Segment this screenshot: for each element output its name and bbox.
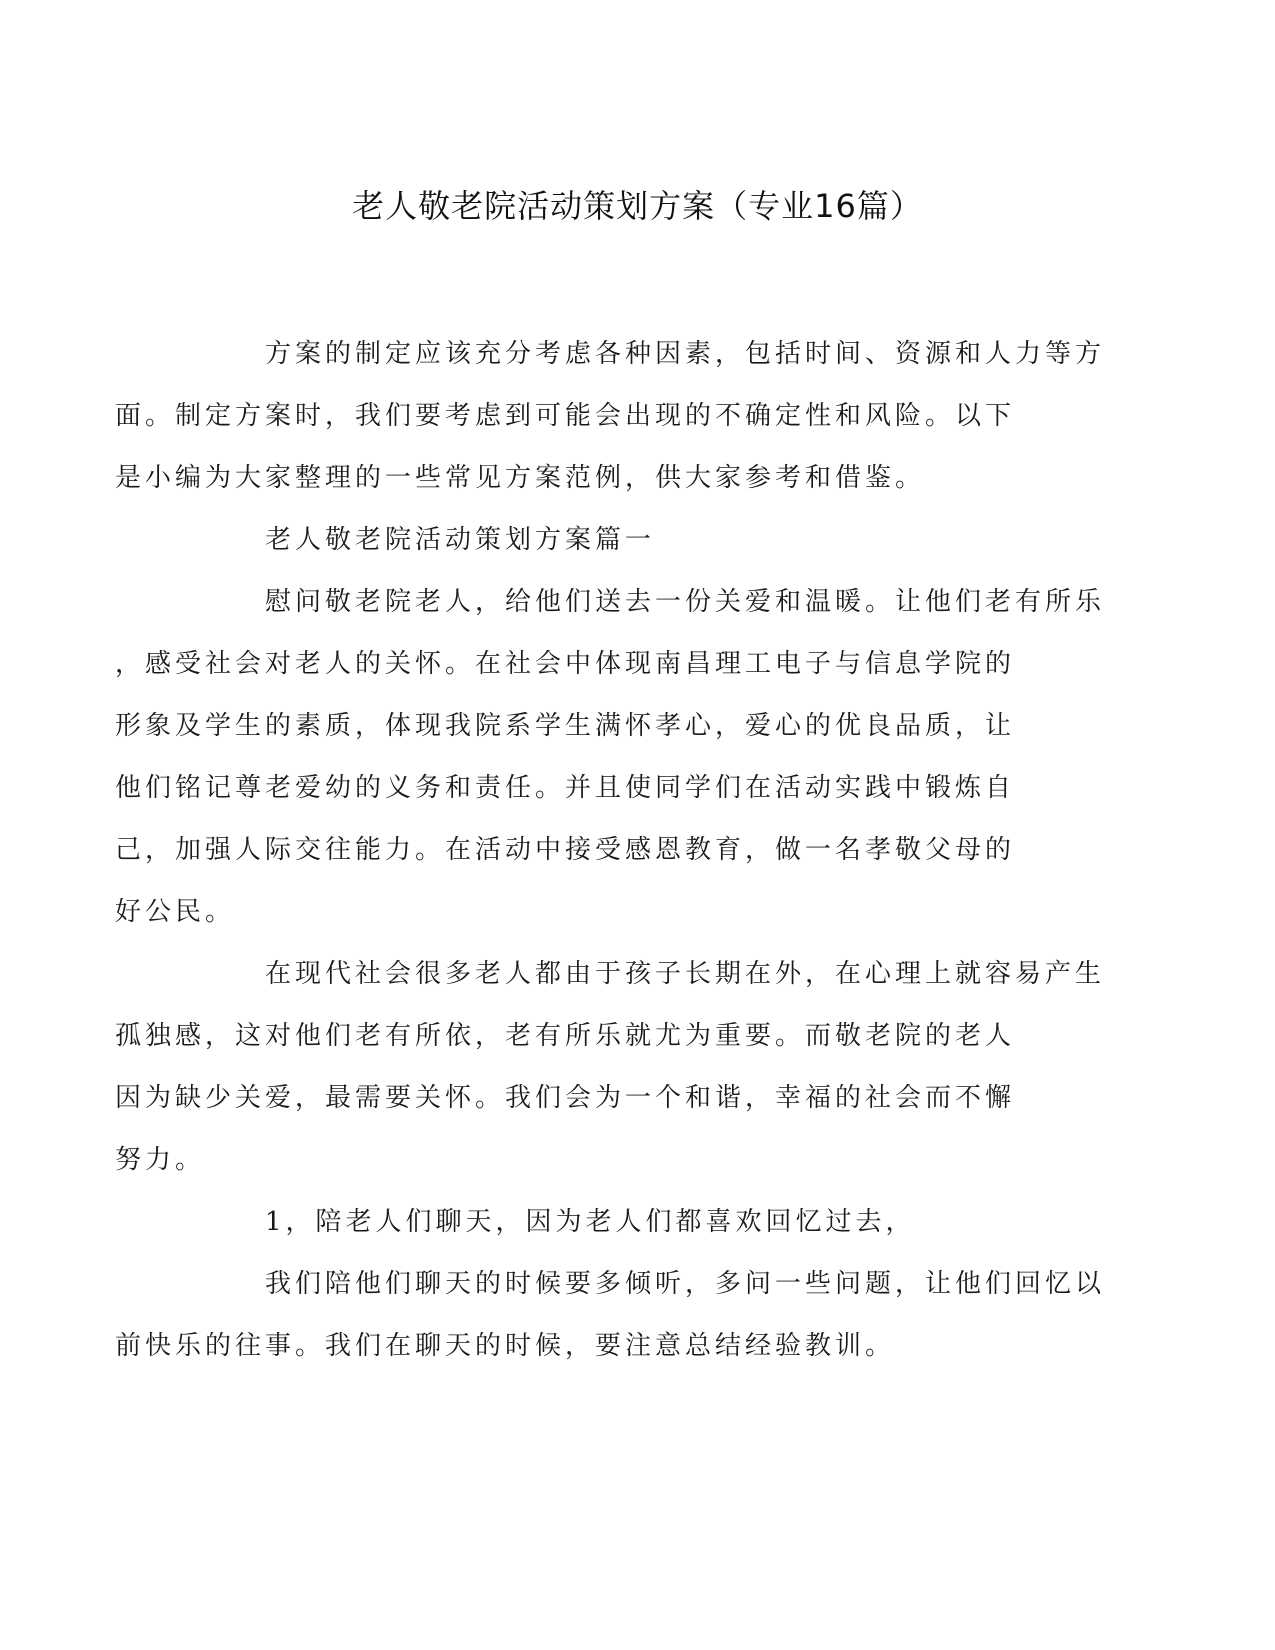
text-line: 老人敬老院活动策划方案篇一 [265, 525, 656, 555]
list-item [190, 1191, 1075, 1253]
text-line: 形象及学生的素质，体现我院系学生满怀孝心，爱心的优良品质，让 [115, 711, 1016, 741]
text-line: 因为缺少关爱，最需要关怀。我们会为一个和谐，幸福的社会而不懈 [115, 1083, 1016, 1113]
section-heading [190, 509, 1075, 571]
text-line: 好公民。 [115, 897, 236, 927]
text-line: 前快乐的往事。我们在聊天的时候，要注意总结经验教训。 [115, 1331, 896, 1361]
text-line: 1，陪老人们聊天，因为老人们都喜欢回忆过去， [265, 1207, 916, 1237]
text-line: 他们铭记尊老爱幼的义务和责任。并且使同学们在活动实践中锻炼自 [115, 773, 1016, 803]
document-title: 老人敬老院活动策划方案（专业16篇） [352, 187, 923, 225]
paragraph-chat [115, 1253, 1106, 1377]
text-line: 努力。 [115, 1145, 206, 1175]
text-line: ，感受社会对老人的关怀。在社会中体现南昌理工电子与信息学院的 [115, 649, 1016, 679]
text-line: 是小编为大家整理的一些常见方案范例，供大家参考和借鉴。 [115, 463, 926, 493]
text-line: 面。制定方案时，我们要考虑到可能会出现的不确定性和风险。以下 [115, 401, 1016, 431]
document-body [115, 323, 1106, 1377]
paragraph-background [115, 943, 1106, 1191]
paragraph-intro [115, 323, 1106, 509]
text-line: 在现代社会很多老人都由于孩子长期在外，在心理上就容易产生 [265, 959, 1106, 989]
text-line: 己，加强人际交往能力。在活动中接受感恩教育，做一名孝敬父母的 [115, 835, 1016, 865]
text-line: 方案的制定应该充分考虑各种因素，包括时间、资源和人力等方 [265, 339, 1106, 369]
text-line: 孤独感，这对他们老有所依，老有所乐就尤为重要。而敬老院的老人 [115, 1021, 1016, 1051]
text-line: 慰问敬老院老人，给他们送去一份关爱和温暖。让他们老有所乐 [265, 587, 1106, 617]
paragraph-purpose [115, 571, 1106, 943]
text-line: 我们陪他们聊天的时候要多倾听，多问一些问题，让他们回忆以 [265, 1269, 1106, 1299]
